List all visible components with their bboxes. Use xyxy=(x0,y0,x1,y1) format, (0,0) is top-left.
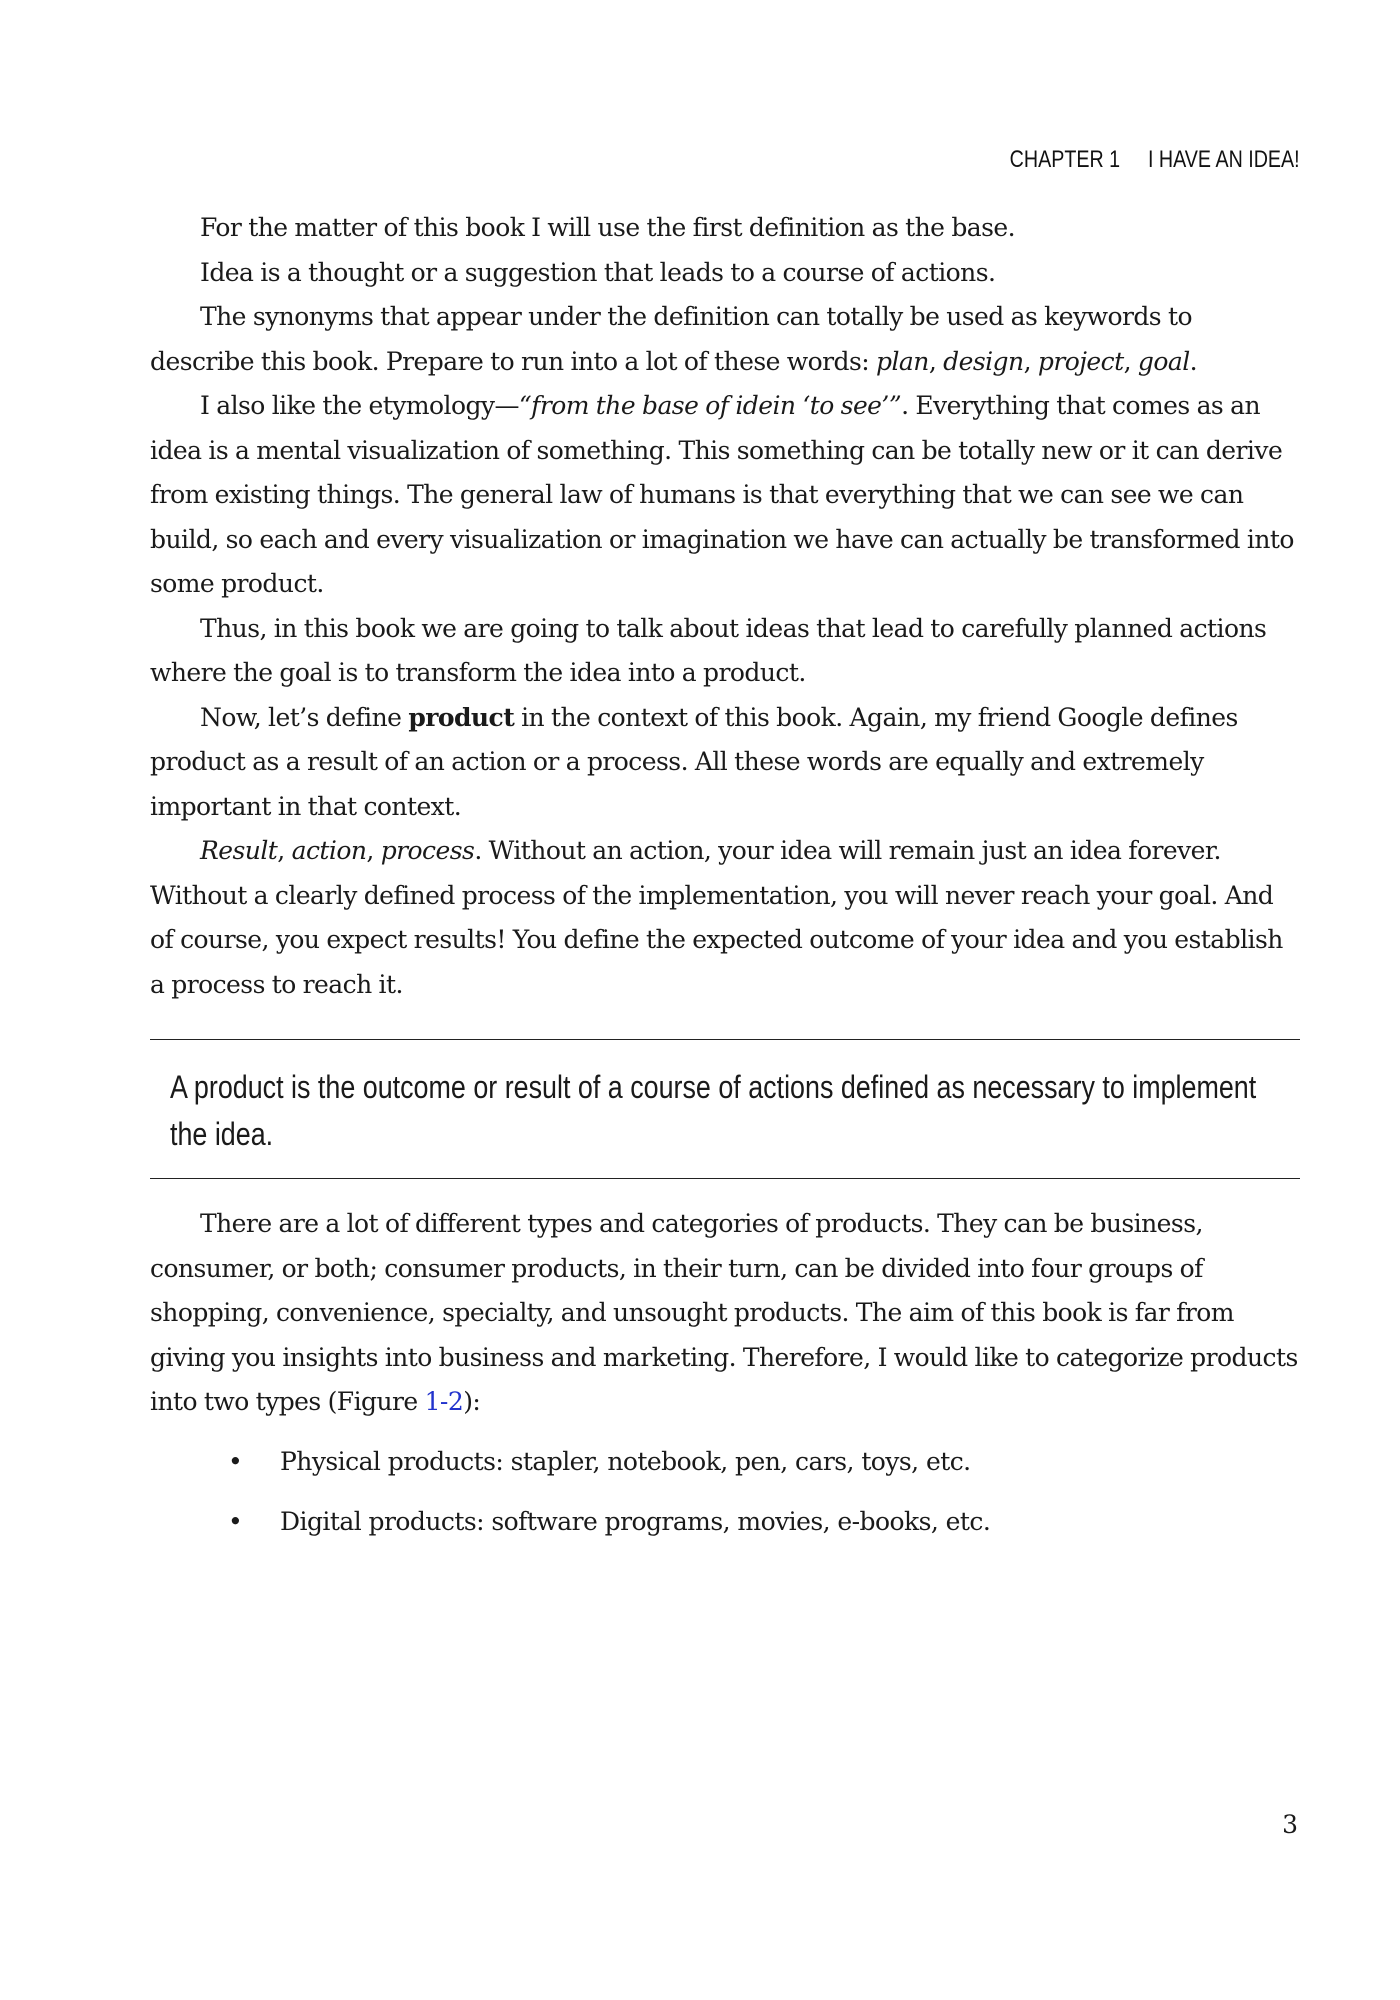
page-number: 3 xyxy=(1282,1810,1298,1839)
etymology-quote: “from the base of idein ‘to see’” xyxy=(518,391,902,420)
callout-text: A product is the outcome or result of a course of actions defined as necessary to implement the idea. xyxy=(170,1069,1257,1152)
paragraph-2: Idea is a thought or a suggestion that leads to a course of actions. xyxy=(200,257,996,287)
keyword-action: action xyxy=(291,836,367,865)
product-types-list xyxy=(228,1440,1288,1560)
paragraph-7-rest: . Without an action, your idea will remain just an idea forever. Without a clearly defined process of the implementation, you will never reach your goal. And of course, you expect results! You define the expected outcome of your idea and you establish a process to reach it. xyxy=(150,836,1283,999)
paragraph-7: Result, action, process. Without an action, your idea will remain just an idea forever. Without a clearly defined process of the implementation, you will never reach your goal. And of course, you expect results! You define the expected outcome of your idea and you establish a process to reach it. xyxy=(150,836,1283,999)
chapter-label: CHAPTER 1 xyxy=(1010,146,1121,173)
keyword-design: design xyxy=(943,346,1024,376)
list-item-text: Digital products: software programs, movies, e-books, etc. xyxy=(280,1507,991,1536)
paragraph-4 xyxy=(150,384,1300,607)
keyword-goal: goal xyxy=(1137,346,1190,376)
paragraph-4-lead: I also like the etymology— xyxy=(200,391,519,420)
keyword-plan: plan xyxy=(876,346,929,376)
paragraph-5: Thus, in this book we are going to talk about ideas that lead to carefully planned actions where the goal is to transform the idea into a product. xyxy=(150,613,1267,687)
list-item-text: Physical products: stapler, notebook, pen, cars, toys, etc. xyxy=(280,1447,971,1476)
keyword-project: project xyxy=(1037,346,1124,376)
bullet-marker: • xyxy=(228,1507,243,1536)
term-product: product xyxy=(408,702,515,732)
paragraph-1: For the matter of this book I will use the first definition as the base. xyxy=(200,213,1016,242)
list-item xyxy=(228,1440,1288,1500)
body-text-top xyxy=(150,206,1300,1007)
definition-callout xyxy=(150,1039,1300,1179)
bullet-marker: • xyxy=(228,1447,243,1476)
running-header xyxy=(1010,146,1300,174)
body-text-bottom xyxy=(150,1202,1300,1425)
paragraph-8 xyxy=(150,1202,1300,1425)
paragraph-4-rest: . Everything that comes as an idea is a mental visualization of something. This something can be totally new or it can derive from existing things. The general law of humans is that everything that we can see we can build, so each and every visualization or imagination we have can actually be transformed into some product. xyxy=(150,391,1294,598)
figure-link[interactable]: 1-2 xyxy=(424,1387,464,1416)
paragraph-8-text: There are a lot of different types and categories of products. They can be business, consumer, or both; consumer products, in their turn, can be divided into four groups of shopping, convenience, specialty, and unsought products. The aim of this book is far from giving you insights into business and marketing. Therefore, I would like to categorize products into two types (Figure xyxy=(150,1209,1298,1416)
chapter-title: I HAVE AN IDEA! xyxy=(1148,146,1300,173)
list-item xyxy=(228,1500,1288,1560)
paragraph-6-lead: Now, let’s define xyxy=(200,702,409,732)
paragraph-3-text: The synonyms that appear under the definition can totally be used as keywords to describe this book. Prepare to run into a lot of these words: xyxy=(150,302,1192,376)
keyword-result: Result xyxy=(200,836,278,865)
paragraph-6 xyxy=(150,696,1300,830)
paragraph-8-end: ): xyxy=(463,1387,481,1416)
paragraph-6-rest: in the context of this book. Again, my friend Google defines product as a result of an action or a process. All these words are equally and extremely important in that context. xyxy=(150,702,1238,821)
paragraph-3: The synonyms that appear under the definition can totally be used as keywords to describe this book. Prepare to run into a lot of these words: plan, design, project, goal. xyxy=(150,302,1198,376)
keyword-process: process xyxy=(380,836,475,865)
